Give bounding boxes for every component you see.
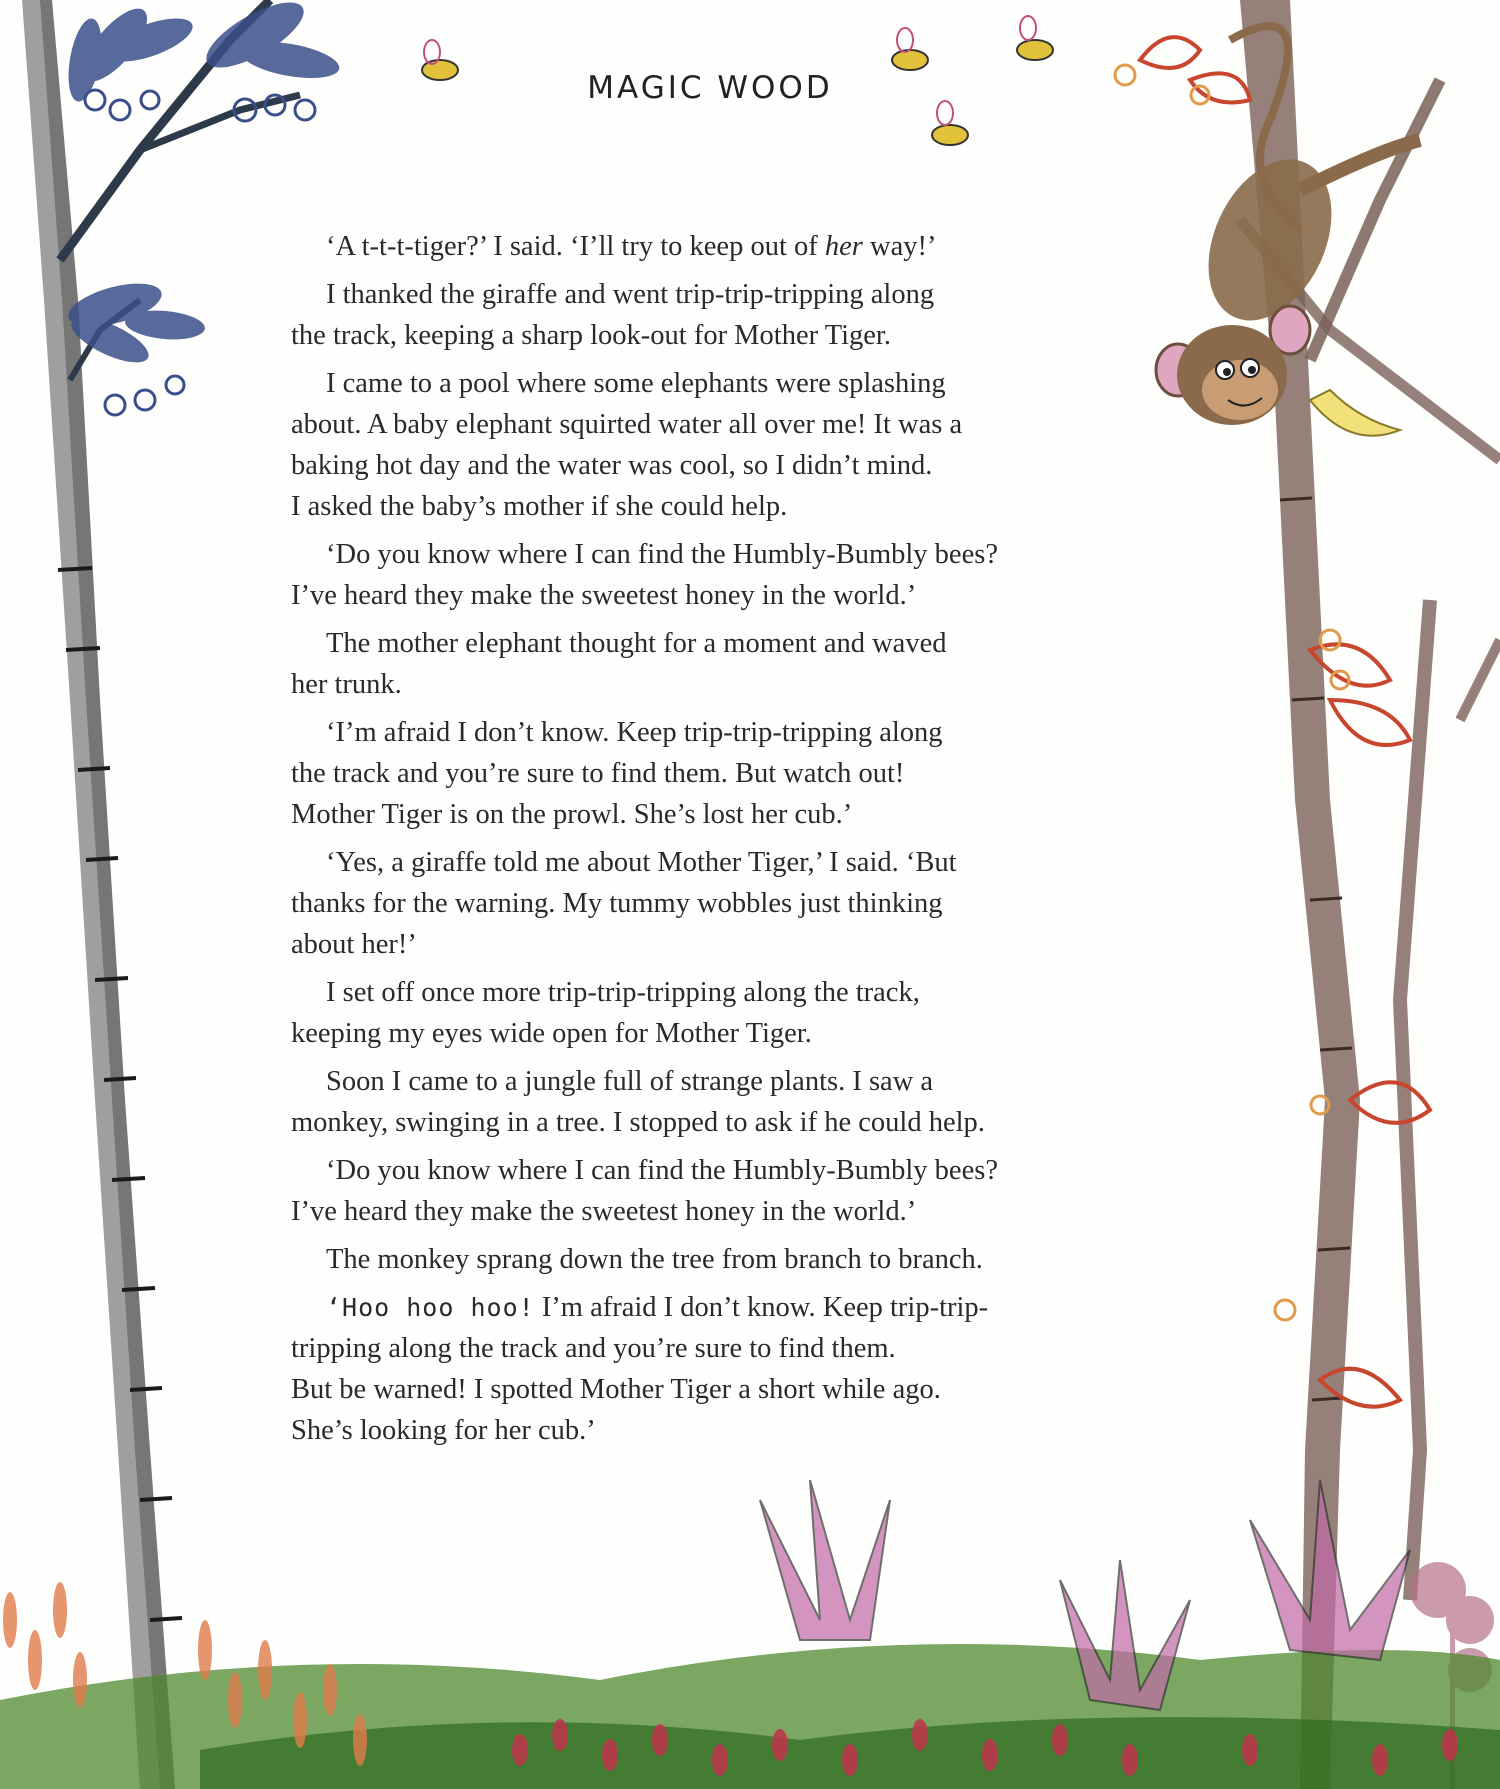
bee xyxy=(1017,16,1053,60)
paragraph: ‘I’m afraid I don’t know. Keep trip-trip-tripping along the track and you’re sure to find them. But watch out! Mother Tiger is on the prowl. She’s lost her cub.’ xyxy=(291,717,943,830)
story-text xyxy=(291,226,1121,1458)
bee xyxy=(892,28,928,70)
paragraph: Soon I came to a jungle full of strange plants. I saw a monkey, swinging in a tree. I stopped to ask if he could help. xyxy=(291,1066,985,1138)
paragraph: I came to a pool where some elephants were splashing about. A baby elephant squirted water all over me! It was a baking hot day and the water was cool, so I didn’t mind. I asked the baby’s mother if she could help. xyxy=(291,368,963,522)
banana xyxy=(1310,390,1400,436)
page-header: MAGIC WOOD xyxy=(587,70,833,106)
paragraph: ‘Yes, a giraffe told me about Mother Tiger,’ I said. ‘But thanks for the warning. My tummy wobbles just thinking about her!’ xyxy=(291,847,957,960)
paragraph: I thanked the giraffe and went trip-trip-tripping along the track, keeping a sharp look-out for Mother Tiger. xyxy=(291,279,935,351)
bee xyxy=(932,101,968,145)
left-tree-trunk-shade xyxy=(40,0,175,1789)
paragraph: I set off once more trip-trip-tripping along the track, keeping my eyes wide open for Mother Tiger. xyxy=(291,977,920,1049)
monkey-face xyxy=(1202,360,1278,420)
right-tree-branch xyxy=(1460,640,1500,720)
paragraph: ‘Hoo hoo hoo! I’m afraid I don’t know. Keep trip-trip- tripping along the track and you’re sure to find them. But be warned! I spotted Mother Tiger a short while ago. She’s looking for her cub.’ xyxy=(291,1292,989,1446)
paragraph: ‘A t-t-t-tiger?’ I said. ‘I’ll try to keep out of her way!’ xyxy=(326,231,937,262)
bee xyxy=(422,40,458,80)
monkey-call: ‘Hoo hoo hoo! xyxy=(326,1293,535,1322)
blue-bud-cluster xyxy=(85,90,315,415)
paragraph: ‘Do you know where I can find the Humbly-Bumbly bees? I’ve heard they make the sweetest honey in the world.’ xyxy=(291,1155,998,1227)
paragraph: The monkey sprang down the tree from branch to branch. xyxy=(326,1244,983,1275)
ground xyxy=(0,1480,1500,1789)
paragraph: The mother elephant thought for a moment and waved her trunk. xyxy=(291,628,947,700)
emphasis: her xyxy=(824,231,863,262)
paragraph: ‘Do you know where I can find the Humbly-Bumbly bees? I’ve heard they make the sweetest honey in the world.’ xyxy=(291,539,998,611)
